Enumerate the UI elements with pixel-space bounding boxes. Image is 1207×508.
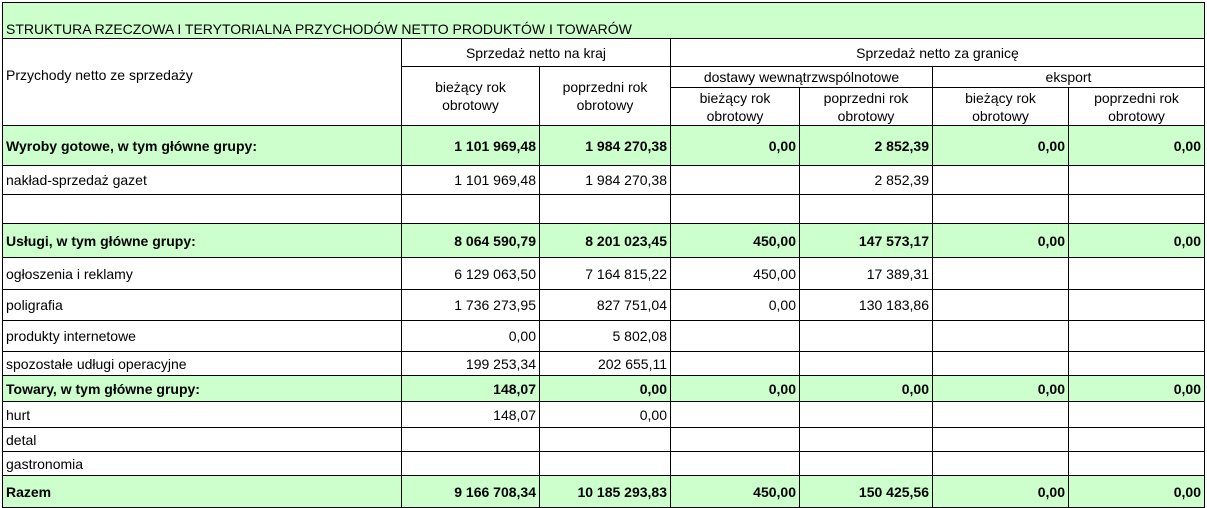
table-row (3, 402, 1205, 428)
value-cell: 0,00 (933, 126, 1069, 166)
row-label: Towary, w tym główne grupy: (3, 376, 402, 402)
value-cell: 17 389,31 (800, 258, 933, 290)
intra-eu-header: dostawy wewnątrzwspólnotowe (671, 67, 933, 88)
value-cell (1069, 402, 1205, 428)
value-cell (933, 428, 1069, 452)
value-cell (933, 195, 1069, 224)
domestic-sales-header: Sprzedaż netto na kraj (402, 39, 671, 67)
value-cell: 7 164 815,22 (540, 258, 671, 290)
row-label (3, 195, 402, 224)
group-row (3, 126, 1205, 166)
value-cell: 0,00 (671, 290, 800, 321)
value-cell: 0,00 (540, 402, 671, 428)
value-cell: 8 064 590,79 (402, 224, 540, 258)
value-cell: 148,07 (402, 376, 540, 402)
value-cell: 0,00 (933, 376, 1069, 402)
table-row (3, 428, 1205, 452)
domestic-previous-year-header: poprzedni rok obrotowy (540, 67, 671, 126)
row-label: nakład-sprzedaż gazet (3, 166, 402, 195)
value-cell (671, 452, 800, 476)
table-row (3, 290, 1205, 321)
value-cell (671, 166, 800, 195)
value-cell (540, 452, 671, 476)
table-title: STRUKTURA RZECZOWA I TERYTORIALNA PRZYCHODÓW NETTO PRODUKTÓW I TOWARÓW (3, 3, 1205, 39)
row-label: Wyroby gotowe, w tym główne grupy: (3, 126, 402, 166)
value-cell (933, 166, 1069, 195)
value-cell (540, 195, 671, 224)
value-cell: 0,00 (1069, 126, 1205, 166)
value-cell (800, 321, 933, 352)
value-cell (933, 321, 1069, 352)
revenue-structure-sheet (2, 2, 1205, 508)
value-cell: 450,00 (671, 476, 800, 508)
value-cell (1069, 195, 1205, 224)
intra-eu-previous-year-header: poprzedni rok obrotowy (800, 88, 933, 126)
value-cell: 0,00 (1069, 224, 1205, 258)
group-row (3, 476, 1205, 508)
value-cell (671, 195, 800, 224)
row-label: Razem (3, 476, 402, 508)
value-cell: 450,00 (671, 224, 800, 258)
value-cell: 6 129 063,50 (402, 258, 540, 290)
value-cell: 1 984 270,38 (540, 126, 671, 166)
export-header: eksport (933, 67, 1205, 88)
value-cell: 827 751,04 (540, 290, 671, 321)
foreign-sales-header: Sprzedaż netto za granicę (671, 39, 1205, 67)
value-cell: 202 655,11 (540, 352, 671, 376)
table-row (3, 166, 1205, 195)
group-row (3, 376, 1205, 402)
value-cell: 147 573,17 (800, 224, 933, 258)
value-cell (800, 195, 933, 224)
row-label: Usługi, w tym główne grupy: (3, 224, 402, 258)
value-cell (402, 452, 540, 476)
table-row (3, 321, 1205, 352)
table-row (3, 352, 1205, 376)
row-label: ogłoszenia i reklamy (3, 258, 402, 290)
row-label: produkty internetowe (3, 321, 402, 352)
value-cell: 148,07 (402, 402, 540, 428)
intra-eu-current-year-header: bieżący rok obrotowy (671, 88, 800, 126)
value-cell: 0,00 (540, 376, 671, 402)
value-cell (1069, 258, 1205, 290)
value-cell (800, 428, 933, 452)
title-row (3, 3, 1205, 39)
value-cell (1069, 452, 1205, 476)
value-cell (1069, 428, 1205, 452)
export-previous-year-header: poprzedni rok obrotowy (1069, 88, 1205, 126)
value-cell (671, 428, 800, 452)
row-label-header: Przychody netto ze sprzedaży (3, 39, 402, 126)
row-label: spozostałe udługi operacyjne (3, 352, 402, 376)
value-cell: 5 802,08 (540, 321, 671, 352)
value-cell: 0,00 (933, 224, 1069, 258)
value-cell (1069, 321, 1205, 352)
group-row (3, 224, 1205, 258)
row-label: hurt (3, 402, 402, 428)
value-cell: 2 852,39 (800, 126, 933, 166)
row-label: detal (3, 428, 402, 452)
row-label: gastronomia (3, 452, 402, 476)
value-cell (1069, 352, 1205, 376)
value-cell: 0,00 (1069, 476, 1205, 508)
value-cell (540, 428, 671, 452)
value-cell: 0,00 (671, 126, 800, 166)
row-label: poligrafia (3, 290, 402, 321)
value-cell: 0,00 (800, 376, 933, 402)
value-cell (671, 402, 800, 428)
value-cell: 1 736 273,95 (402, 290, 540, 321)
value-cell: 0,00 (671, 376, 800, 402)
value-cell: 10 185 293,83 (540, 476, 671, 508)
value-cell (1069, 166, 1205, 195)
value-cell (671, 321, 800, 352)
value-cell (402, 428, 540, 452)
value-cell (800, 402, 933, 428)
value-cell (933, 258, 1069, 290)
value-cell: 450,00 (671, 258, 800, 290)
value-cell: 0,00 (933, 476, 1069, 508)
value-cell (800, 352, 933, 376)
value-cell (933, 352, 1069, 376)
table-row (3, 195, 1205, 224)
value-cell (1069, 290, 1205, 321)
value-cell (800, 452, 933, 476)
value-cell: 130 183,86 (800, 290, 933, 321)
value-cell: 1 101 969,48 (402, 126, 540, 166)
value-cell (933, 452, 1069, 476)
value-cell: 199 253,34 (402, 352, 540, 376)
value-cell: 0,00 (1069, 376, 1205, 402)
value-cell (402, 195, 540, 224)
value-cell (933, 290, 1069, 321)
value-cell: 2 852,39 (800, 166, 933, 195)
value-cell: 1 984 270,38 (540, 166, 671, 195)
export-current-year-header: bieżący rok obrotowy (933, 88, 1069, 126)
revenue-table (2, 2, 1205, 508)
value-cell: 0,00 (402, 321, 540, 352)
value-cell: 1 101 969,48 (402, 166, 540, 195)
table-row (3, 452, 1205, 476)
value-cell (671, 352, 800, 376)
value-cell (933, 402, 1069, 428)
value-cell: 8 201 023,45 (540, 224, 671, 258)
value-cell: 9 166 708,34 (402, 476, 540, 508)
value-cell: 150 425,56 (800, 476, 933, 508)
header-row-1 (3, 39, 1205, 67)
domestic-current-year-header: bieżący rok obrotowy (402, 67, 540, 126)
table-row (3, 258, 1205, 290)
